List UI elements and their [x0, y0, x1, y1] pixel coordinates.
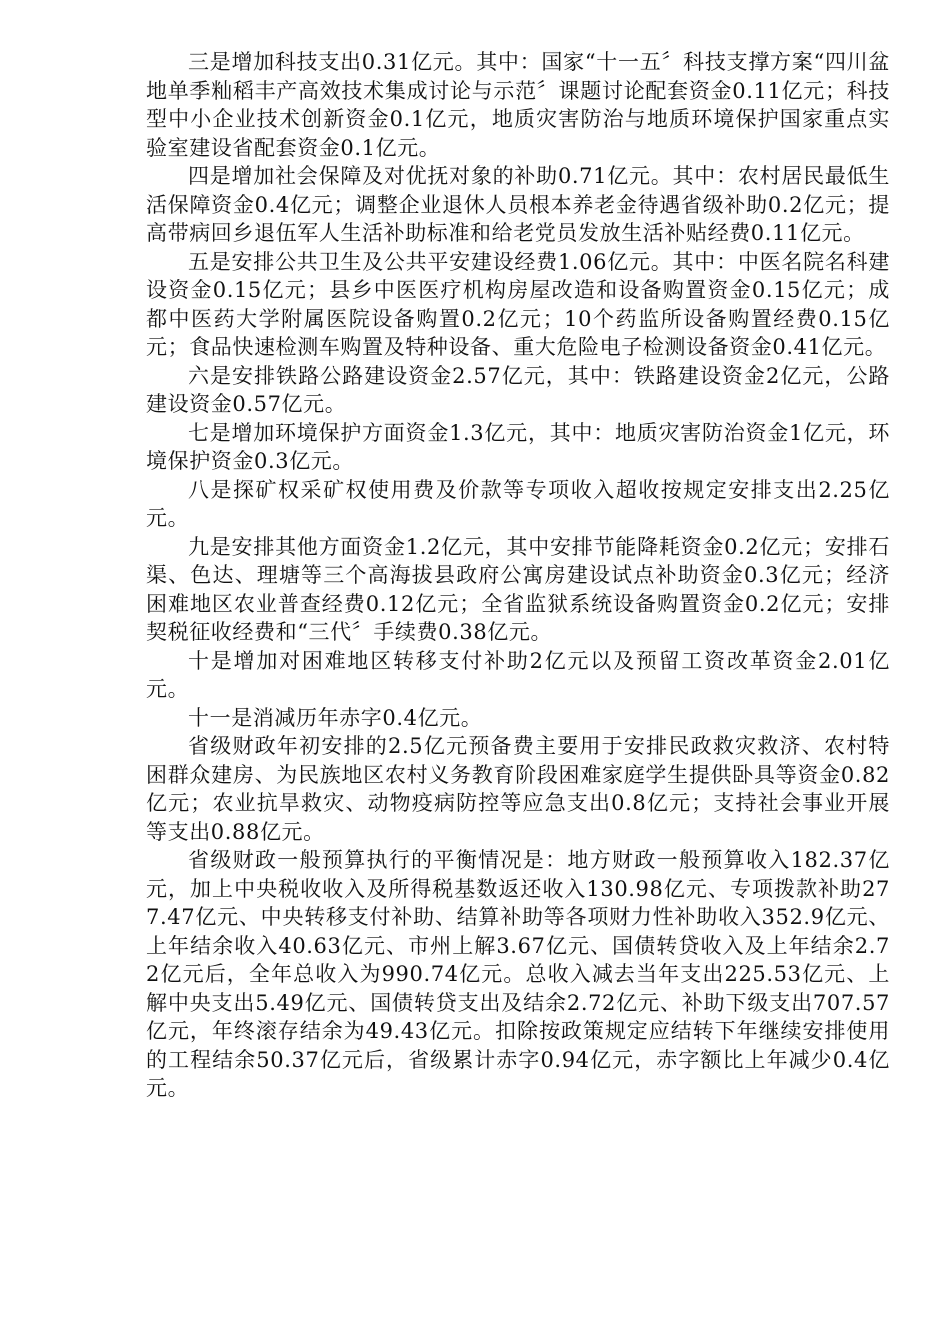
document-body	[146, 48, 890, 1103]
paragraph-item-3: 三是增加科技支出0.31亿元。其中：国家“十一五〞科技支撑方案“四川盆地单季籼稻丰产高效技术集成讨论与示范〞课题讨论配套资金0.11亿元；科技型中小企业技术创新资金0.1亿元，地质灾害防治与地质环境保护国家重点实验室建设省配套资金0.1亿元。	[146, 50, 890, 160]
paragraph-item-6: 六是安排铁路公路建设资金2.57亿元，其中：铁路建设资金2亿元，公路建设资金0.57亿元。	[146, 363, 890, 416]
paragraph-item-11: 十一是消减历年赤字0.4亿元。	[188, 705, 483, 730]
paragraph-item-5: 五是安排公共卫生及公共平安建设经费1.06亿元。其中：中医名院名科建设资金0.15亿元；县乡中医医疗机构房屋改造和设备购置资金0.15亿元；成都中医药大学附属医院设备购置0.2亿元；10个药监所设备购置经费0.15亿元；食品快速检测车购置及特种设备、重大危险电子检测设备资金0.41亿元。	[146, 249, 890, 359]
paragraph-budget-balance: 省级财政一般预算执行的平衡情况是：地方财政一般预算收入182.37亿元，加上中央税收收入及所得税基数返还收入130.98亿元、专项拨款补助277.47亿元、中央转移支付补助、结算补助等各项财力性补助收入352.9亿元、上年结余收入40.63亿元、市州上解3.67亿元、国债转贷收入及上年结余2.72亿元后，全年总收入为990.74亿元。总收入减去当年支出225.53亿元、上解中央支出5.49亿元、国债转贷支出及结余2.72亿元、补助下级支出707.57亿元，年终滚存结余为49.43亿元。扣除按政策规定应结转下年继续安排使用的工程结余50.37亿元后，省级累计赤字0.94亿元，赤字额比上年减少0.4亿元。	[146, 848, 890, 1100]
paragraph-item-4: 四是增加社会保障及对优抚对象的补助0.71亿元。其中：农村居民最低生活保障资金0.4亿元；调整企业退休人员根本养老金待遇省级补助0.2亿元；提高带病回乡退伍军人生活补助标准和给老党员发放生活补贴经费0.11亿元。	[146, 164, 890, 245]
paragraph-item-10: 十是增加对困难地区转移支付补助2亿元以及预留工资改革资金2.01亿元。	[146, 648, 890, 701]
paragraph-item-9: 九是安排其他方面资金1.2亿元，其中安排节能降耗资金0.2亿元；安排石渠、色达、理塘等三个高海拔县政府公寓房建设试点补助资金0.3亿元；经济困难地区农业普查经费0.12亿元；全省监狱系统设备购置资金0.2亿元；安排契税征收经费和“三代〞手续费0.38亿元。	[146, 534, 890, 644]
paragraph-item-8: 八是探矿权采矿权使用费及价款等专项收入超收按规定安排支出2.25亿元。	[146, 477, 890, 530]
paragraph-item-7: 七是增加环境保护方面资金1.3亿元，其中：地质灾害防治资金1亿元，环境保护资金0.3亿元。	[146, 420, 890, 473]
paragraph-reserve-fund: 省级财政年初安排的2.5亿元预备费主要用于安排民政救灾救济、农村特困群众建房、为民族地区农村义务教育阶段困难家庭学生提供卧具等资金0.82亿元；农业抗旱救灾、动物疫病防控等应急支出0.8亿元；支持社会事业开展等支出0.88亿元。	[146, 734, 890, 844]
